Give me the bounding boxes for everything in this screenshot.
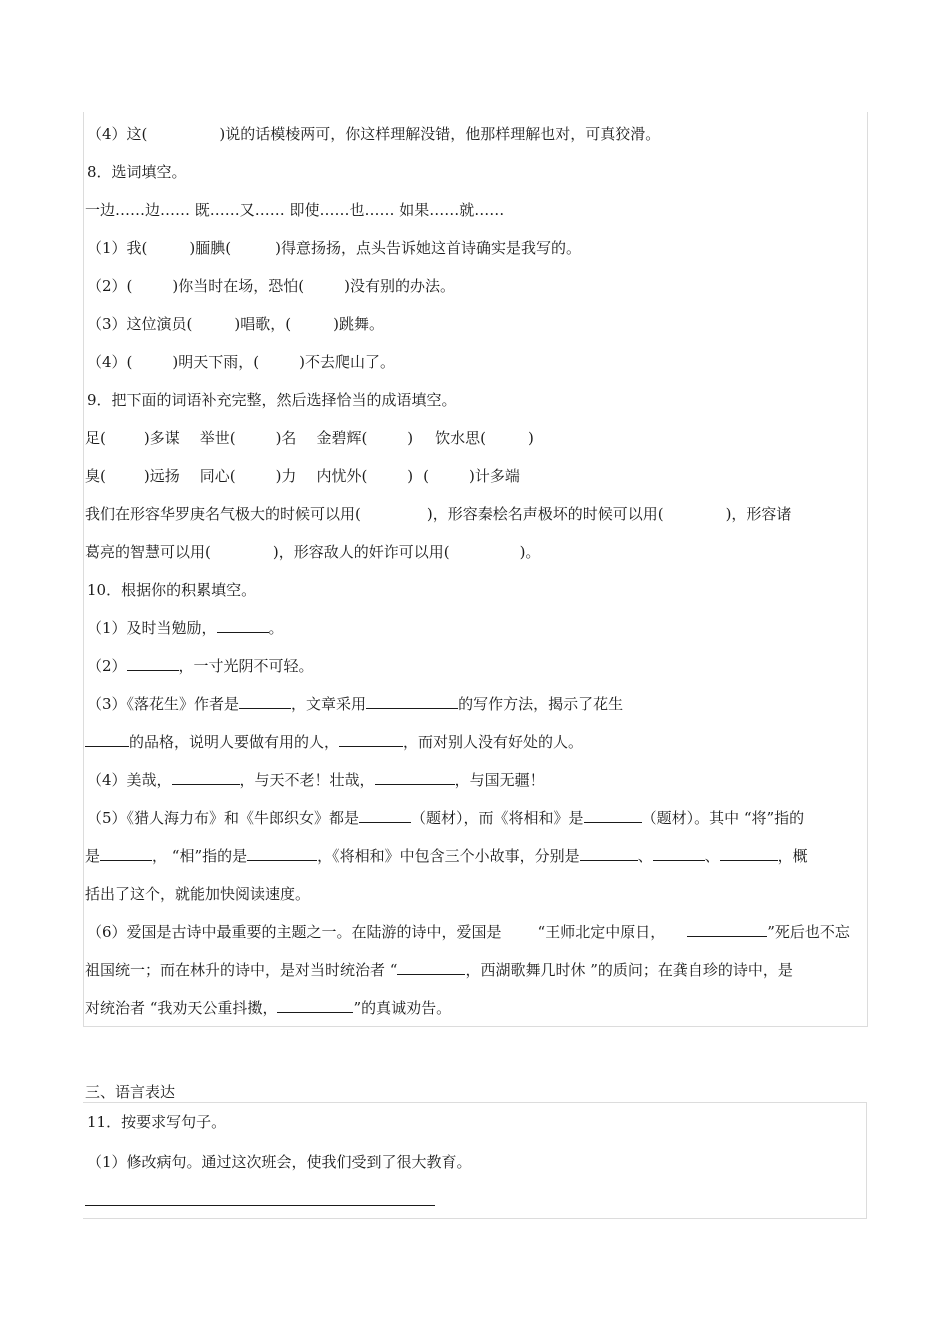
- q11-item-1: （1）修改病句。通过这次班会，使我们受到了很大教育。: [87, 1153, 472, 1171]
- q10-item-3-line-2: 的品格，说明人要做有用的人， ，而对别人没有好处的人。: [85, 732, 583, 752]
- q9-row-2: 臭( )远扬 同心( )力 内忧外( ) ( )计多端: [85, 467, 520, 485]
- q10-item-4: （4）美哉， ，与天不老！壮哉， ，与国无疆！: [87, 771, 545, 789]
- q10-item-6-line-1: （6）爱国是古诗中最重要的主题之一。在陆游的诗中，爱国是 “王师北定中原日， ”死后也不忘: [87, 923, 850, 941]
- q10-item-1: （1）及时当勉励， 。: [87, 619, 284, 637]
- q10-item-5-line-3: 括出了这个，就能加快阅读速度。: [85, 885, 311, 903]
- answer-line[interactable]: [85, 1205, 435, 1206]
- q10-item-3-line-1: （3）《落花生》作者是 ，文章采用 的写作方法，揭示了花生: [87, 695, 624, 713]
- q8-title: 8．选词填空。: [87, 163, 187, 181]
- q8-item-2: （2）( )你当时在场，恐怕( )没有别的办法。: [87, 277, 455, 295]
- q9-paragraph-line-1: 我们在形容华罗庚名气极大的时候可以用( )，形容秦桧名声极坏的时候可以用( )，形容诸: [85, 505, 792, 523]
- q10-item-6-line-2: 祖国统一；而在林升的诗中，是对当时统治者 “ ，西湖歌舞几时休 ”的质问；在龚自珍的诗中，是: [85, 961, 793, 979]
- q10-item-5-line-1: （5）《猎人海力布》和《牛郎织女》都是 （题材），而《将相和》是 （题材）。其中 “将”指的: [87, 809, 805, 827]
- q11-title: 11．按要求写句子。: [87, 1113, 227, 1131]
- q10-item-2: （2） ，一寸光阴不可轻。: [87, 657, 314, 675]
- q9-paragraph-line-2: 葛亮的智慧可以用( )，形容敌人的奸诈可以用( )。: [85, 543, 541, 561]
- q9-row-1: 足( )多谋 举世( )名 金碧辉( ) 饮水思( ): [85, 429, 534, 447]
- q7-item-4: （4）这( )说的话模棱两可，你这样理解没错，他那样理解也对，可真狡滑。: [87, 125, 661, 143]
- q8-item-1: （1）我( )腼腆( )得意扬扬，点头告诉她这首诗确实是我写的。: [87, 239, 581, 257]
- q10-item-6-line-3: 对统治者 “我劝天公重抖擞， ”的真诚劝告。: [85, 999, 452, 1017]
- q8-item-4: （4）( )明天下雨，( )不去爬山了。: [87, 353, 395, 371]
- section-title: 三、语言表达: [85, 1083, 176, 1101]
- q9-title: 9．把下面的词语补充完整，然后选择恰当的成语填空。: [87, 391, 457, 409]
- q10-item-5-line-2: 是 ， “相”指的是 ，《将相和》中包含三个小故事，分别是 、 、 ，概: [85, 847, 808, 865]
- q8-item-3: （3）这位演员( )唱歌，( )跳舞。: [87, 315, 384, 333]
- q8-options: 一边……边…… 既……又…… 即使……也…… 如果……就……: [85, 201, 505, 219]
- q10-title: 10．根据你的积累填空。: [87, 581, 257, 599]
